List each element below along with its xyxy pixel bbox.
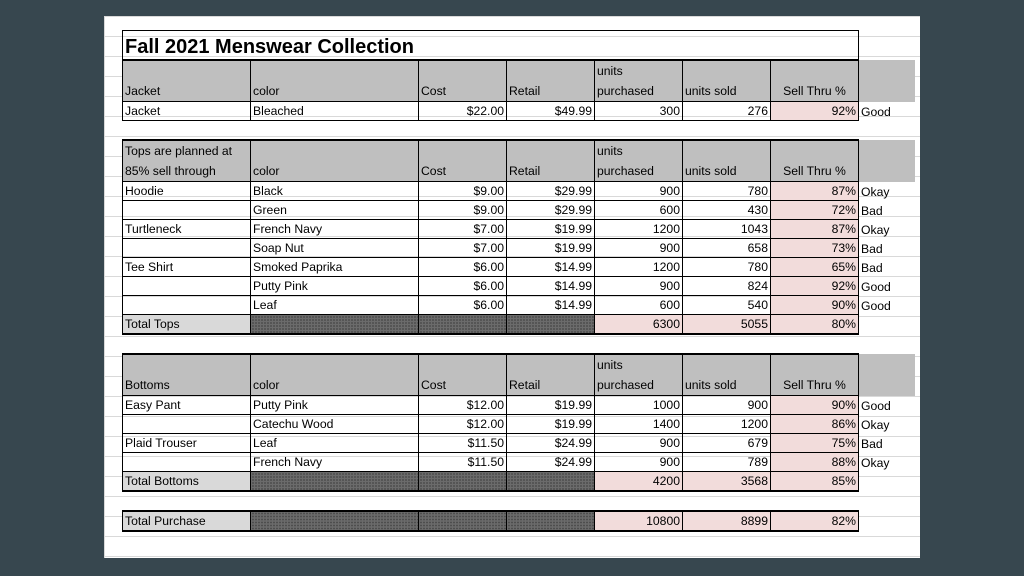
cell-units-sold[interactable]: 824	[683, 277, 771, 296]
cell-cost[interactable]: $6.00	[419, 258, 507, 277]
cell-sell-thru[interactable]: 87%	[771, 182, 859, 201]
table-row	[123, 258, 915, 277]
cell-retail[interactable]: $29.99	[507, 182, 595, 201]
cell-color[interactable]: Bleached	[251, 102, 419, 121]
header-tops[interactable]: Tops are planned at 85% sell through	[123, 140, 251, 182]
cell-item[interactable]: Tee Shirt	[123, 258, 251, 277]
header-cost[interactable]: Cost	[419, 60, 507, 102]
cell-item[interactable]	[123, 239, 251, 258]
header-color[interactable]: color	[251, 60, 419, 102]
header-sell-thru[interactable]: Sell Thru %	[771, 60, 859, 102]
cell-rating[interactable]: Good	[861, 398, 891, 413]
cell-units-purchased[interactable]: 600	[595, 296, 683, 315]
table-row	[123, 296, 915, 315]
total-tops-sell-thru[interactable]: 80%	[771, 315, 859, 335]
header-cost[interactable]: Cost	[419, 354, 507, 396]
cell-color[interactable]: Putty Pink	[251, 396, 419, 415]
cell-cost[interactable]: $7.00	[419, 220, 507, 239]
cell-sell-thru[interactable]: 88%	[771, 453, 859, 472]
cell-retail[interactable]: $14.99	[507, 258, 595, 277]
cell-cost[interactable]: $22.00	[419, 102, 507, 121]
cell-cost[interactable]: $6.00	[419, 296, 507, 315]
cell-retail[interactable]: $24.99	[507, 453, 595, 472]
cell-item[interactable]	[123, 277, 251, 296]
cell-item[interactable]: Hoodie	[123, 182, 251, 201]
cell-units-purchased[interactable]: 1200	[595, 258, 683, 277]
header-bottoms[interactable]: Bottoms	[123, 354, 251, 396]
cell-rating[interactable]: Okay	[861, 184, 890, 199]
cell-color[interactable]: Leaf	[251, 434, 419, 453]
cell-item[interactable]: Easy Pant	[123, 396, 251, 415]
cell-cost[interactable]: $12.00	[419, 415, 507, 434]
cell-units-purchased[interactable]: 900	[595, 239, 683, 258]
cell-units-sold[interactable]: 900	[683, 396, 771, 415]
cell-color[interactable]: Green	[251, 201, 419, 220]
cell-color[interactable]: Catechu Wood	[251, 415, 419, 434]
total-purchase-sold[interactable]: 8899	[683, 511, 771, 531]
dark-fill-cell[interactable]	[251, 472, 419, 492]
cell-units-purchased[interactable]: 900	[595, 453, 683, 472]
dark-fill-cell[interactable]	[507, 315, 595, 335]
cell-sell-thru[interactable]: 90%	[771, 296, 859, 315]
cell-cost[interactable]: $9.00	[419, 201, 507, 220]
cell-rating[interactable]: Bad	[861, 241, 883, 256]
dark-fill-cell[interactable]	[419, 472, 507, 492]
total-purchase-sell-thru[interactable]: 82%	[771, 511, 859, 531]
header-jacket[interactable]: Jacket	[123, 60, 251, 102]
total-purchase-purchased[interactable]: 10800	[595, 511, 683, 531]
header-units-purchased[interactable]: units purchased	[595, 60, 683, 102]
cell-retail[interactable]: $14.99	[507, 296, 595, 315]
cell-units-sold[interactable]: 1043	[683, 220, 771, 239]
cell-item[interactable]	[123, 415, 251, 434]
table-row	[123, 277, 915, 296]
header-sell-thru[interactable]: Sell Thru %	[771, 140, 859, 182]
dark-fill-cell[interactable]	[419, 315, 507, 335]
total-purchase-row	[123, 511, 915, 531]
cell-retail[interactable]: $19.99	[507, 239, 595, 258]
cell-sell-thru[interactable]: 75%	[771, 434, 859, 453]
table-row	[123, 102, 915, 121]
jacket-header-row	[123, 60, 915, 102]
cell-units-purchased[interactable]: 1400	[595, 415, 683, 434]
header-retail[interactable]: Retail	[507, 140, 595, 182]
cell-units-sold[interactable]: 780	[683, 182, 771, 201]
cell-units-purchased[interactable]: 600	[595, 201, 683, 220]
total-tops-sold[interactable]: 5055	[683, 315, 771, 335]
cell-rating[interactable]: Good	[861, 104, 891, 119]
cell-color[interactable]: Smoked Paprika	[251, 258, 419, 277]
cell-retail[interactable]: $24.99	[507, 434, 595, 453]
dark-fill-cell[interactable]	[507, 511, 595, 531]
cell-rating[interactable]: Good	[861, 279, 891, 294]
cell-item[interactable]: Turtleneck	[123, 220, 251, 239]
header-units-purchased[interactable]: units purchased	[595, 354, 683, 396]
cell-units-sold[interactable]: 276	[683, 102, 771, 121]
cell-units-purchased[interactable]: 900	[595, 277, 683, 296]
cell-units-sold[interactable]: 780	[683, 258, 771, 277]
cell-sell-thru[interactable]: 92%	[771, 277, 859, 296]
table-row	[123, 201, 915, 220]
cell-sell-thru[interactable]: 90%	[771, 396, 859, 415]
cell-sell-thru[interactable]: 86%	[771, 415, 859, 434]
cell-units-sold[interactable]: 789	[683, 453, 771, 472]
cell-units-sold[interactable]: 430	[683, 201, 771, 220]
total-bottoms-sold[interactable]: 3568	[683, 472, 771, 492]
dark-fill-cell[interactable]	[251, 315, 419, 335]
cell-units-purchased[interactable]: 1000	[595, 396, 683, 415]
cell-cost[interactable]: $12.00	[419, 396, 507, 415]
cell-rating[interactable]: Bad	[861, 203, 883, 218]
header-color[interactable]: color	[251, 354, 419, 396]
total-purchase-label[interactable]: Total Purchase	[123, 511, 251, 531]
dark-fill-cell[interactable]	[507, 472, 595, 492]
cell-cost[interactable]: $9.00	[419, 182, 507, 201]
table-row	[123, 239, 915, 258]
cell-color[interactable]: Leaf	[251, 296, 419, 315]
cell-units-sold[interactable]: 679	[683, 434, 771, 453]
header-color[interactable]: color	[251, 140, 419, 182]
cell-rating[interactable]: Okay	[861, 222, 890, 237]
header-cost[interactable]: Cost	[419, 140, 507, 182]
dark-fill-cell[interactable]	[251, 511, 419, 531]
dark-fill-cell[interactable]	[419, 511, 507, 531]
cell-retail[interactable]: $19.99	[507, 220, 595, 239]
cell-cost[interactable]: $11.50	[419, 434, 507, 453]
cell-item[interactable]	[123, 201, 251, 220]
spreadsheet	[104, 16, 920, 558]
header-units-purchased[interactable]: units purchased	[595, 140, 683, 182]
header-sell-thru[interactable]: Sell Thru %	[771, 354, 859, 396]
table-row	[123, 434, 915, 453]
cell-retail[interactable]: $19.99	[507, 396, 595, 415]
total-tops-label[interactable]: Total Tops	[123, 315, 251, 335]
cell-units-sold[interactable]: 1200	[683, 415, 771, 434]
cell-units-purchased[interactable]: 900	[595, 434, 683, 453]
collection-table	[122, 30, 915, 532]
cell-cost[interactable]: $7.00	[419, 239, 507, 258]
total-bottoms-sell-thru[interactable]: 85%	[771, 472, 859, 492]
cell-item[interactable]	[123, 296, 251, 315]
cell-color[interactable]: French Navy	[251, 220, 419, 239]
cell-units-purchased[interactable]: 300	[595, 102, 683, 121]
cell-color[interactable]: French Navy	[251, 453, 419, 472]
header-retail[interactable]: Retail	[507, 60, 595, 102]
cell-rating[interactable]: Bad	[861, 436, 883, 451]
cell-retail[interactable]: $49.99	[507, 102, 595, 121]
sheet-title[interactable]: Fall 2021 Menswear Collection	[123, 31, 859, 61]
tops-header-row	[123, 140, 915, 182]
table-row	[123, 453, 915, 472]
cell-color[interactable]: Putty Pink	[251, 277, 419, 296]
cell-cost[interactable]: $6.00	[419, 277, 507, 296]
cell-units-purchased[interactable]: 900	[595, 182, 683, 201]
cell-units-sold[interactable]: 658	[683, 239, 771, 258]
cell-retail[interactable]: $14.99	[507, 277, 595, 296]
total-tops-row	[123, 315, 915, 335]
cell-rating[interactable]: Bad	[861, 260, 883, 275]
table-row	[123, 415, 915, 434]
cell-sell-thru[interactable]: 92%	[771, 102, 859, 121]
header-units-sold[interactable]: units sold	[683, 140, 771, 182]
cell-item[interactable]	[123, 453, 251, 472]
bottoms-header-row	[123, 354, 915, 396]
total-tops-purchased[interactable]: 6300	[595, 315, 683, 335]
total-bottoms-row	[123, 472, 915, 492]
cell-units-purchased[interactable]: 1200	[595, 220, 683, 239]
cell-sell-thru[interactable]: 72%	[771, 201, 859, 220]
cell-sell-thru[interactable]: 65%	[771, 258, 859, 277]
cell-rating[interactable]: Good	[861, 298, 891, 313]
total-bottoms-label[interactable]: Total Bottoms	[123, 472, 251, 492]
cell-rating[interactable]: Okay	[861, 417, 890, 432]
cell-retail[interactable]: $19.99	[507, 415, 595, 434]
cell-sell-thru[interactable]: 73%	[771, 239, 859, 258]
header-units-sold[interactable]: units sold	[683, 60, 771, 102]
table-row	[123, 396, 915, 415]
cell-cost[interactable]: $11.50	[419, 453, 507, 472]
cell-units-sold[interactable]: 540	[683, 296, 771, 315]
total-bottoms-purchased[interactable]: 4200	[595, 472, 683, 492]
header-units-sold[interactable]: units sold	[683, 354, 771, 396]
cell-item[interactable]: Plaid Trouser	[123, 434, 251, 453]
cell-retail[interactable]: $29.99	[507, 201, 595, 220]
cell-color[interactable]: Black	[251, 182, 419, 201]
cell-item[interactable]: Jacket	[123, 102, 251, 121]
cell-rating[interactable]: Okay	[861, 455, 890, 470]
table-row	[123, 220, 915, 239]
table-row	[123, 182, 915, 201]
cell-color[interactable]: Soap Nut	[251, 239, 419, 258]
cell-sell-thru[interactable]: 87%	[771, 220, 859, 239]
header-retail[interactable]: Retail	[507, 354, 595, 396]
